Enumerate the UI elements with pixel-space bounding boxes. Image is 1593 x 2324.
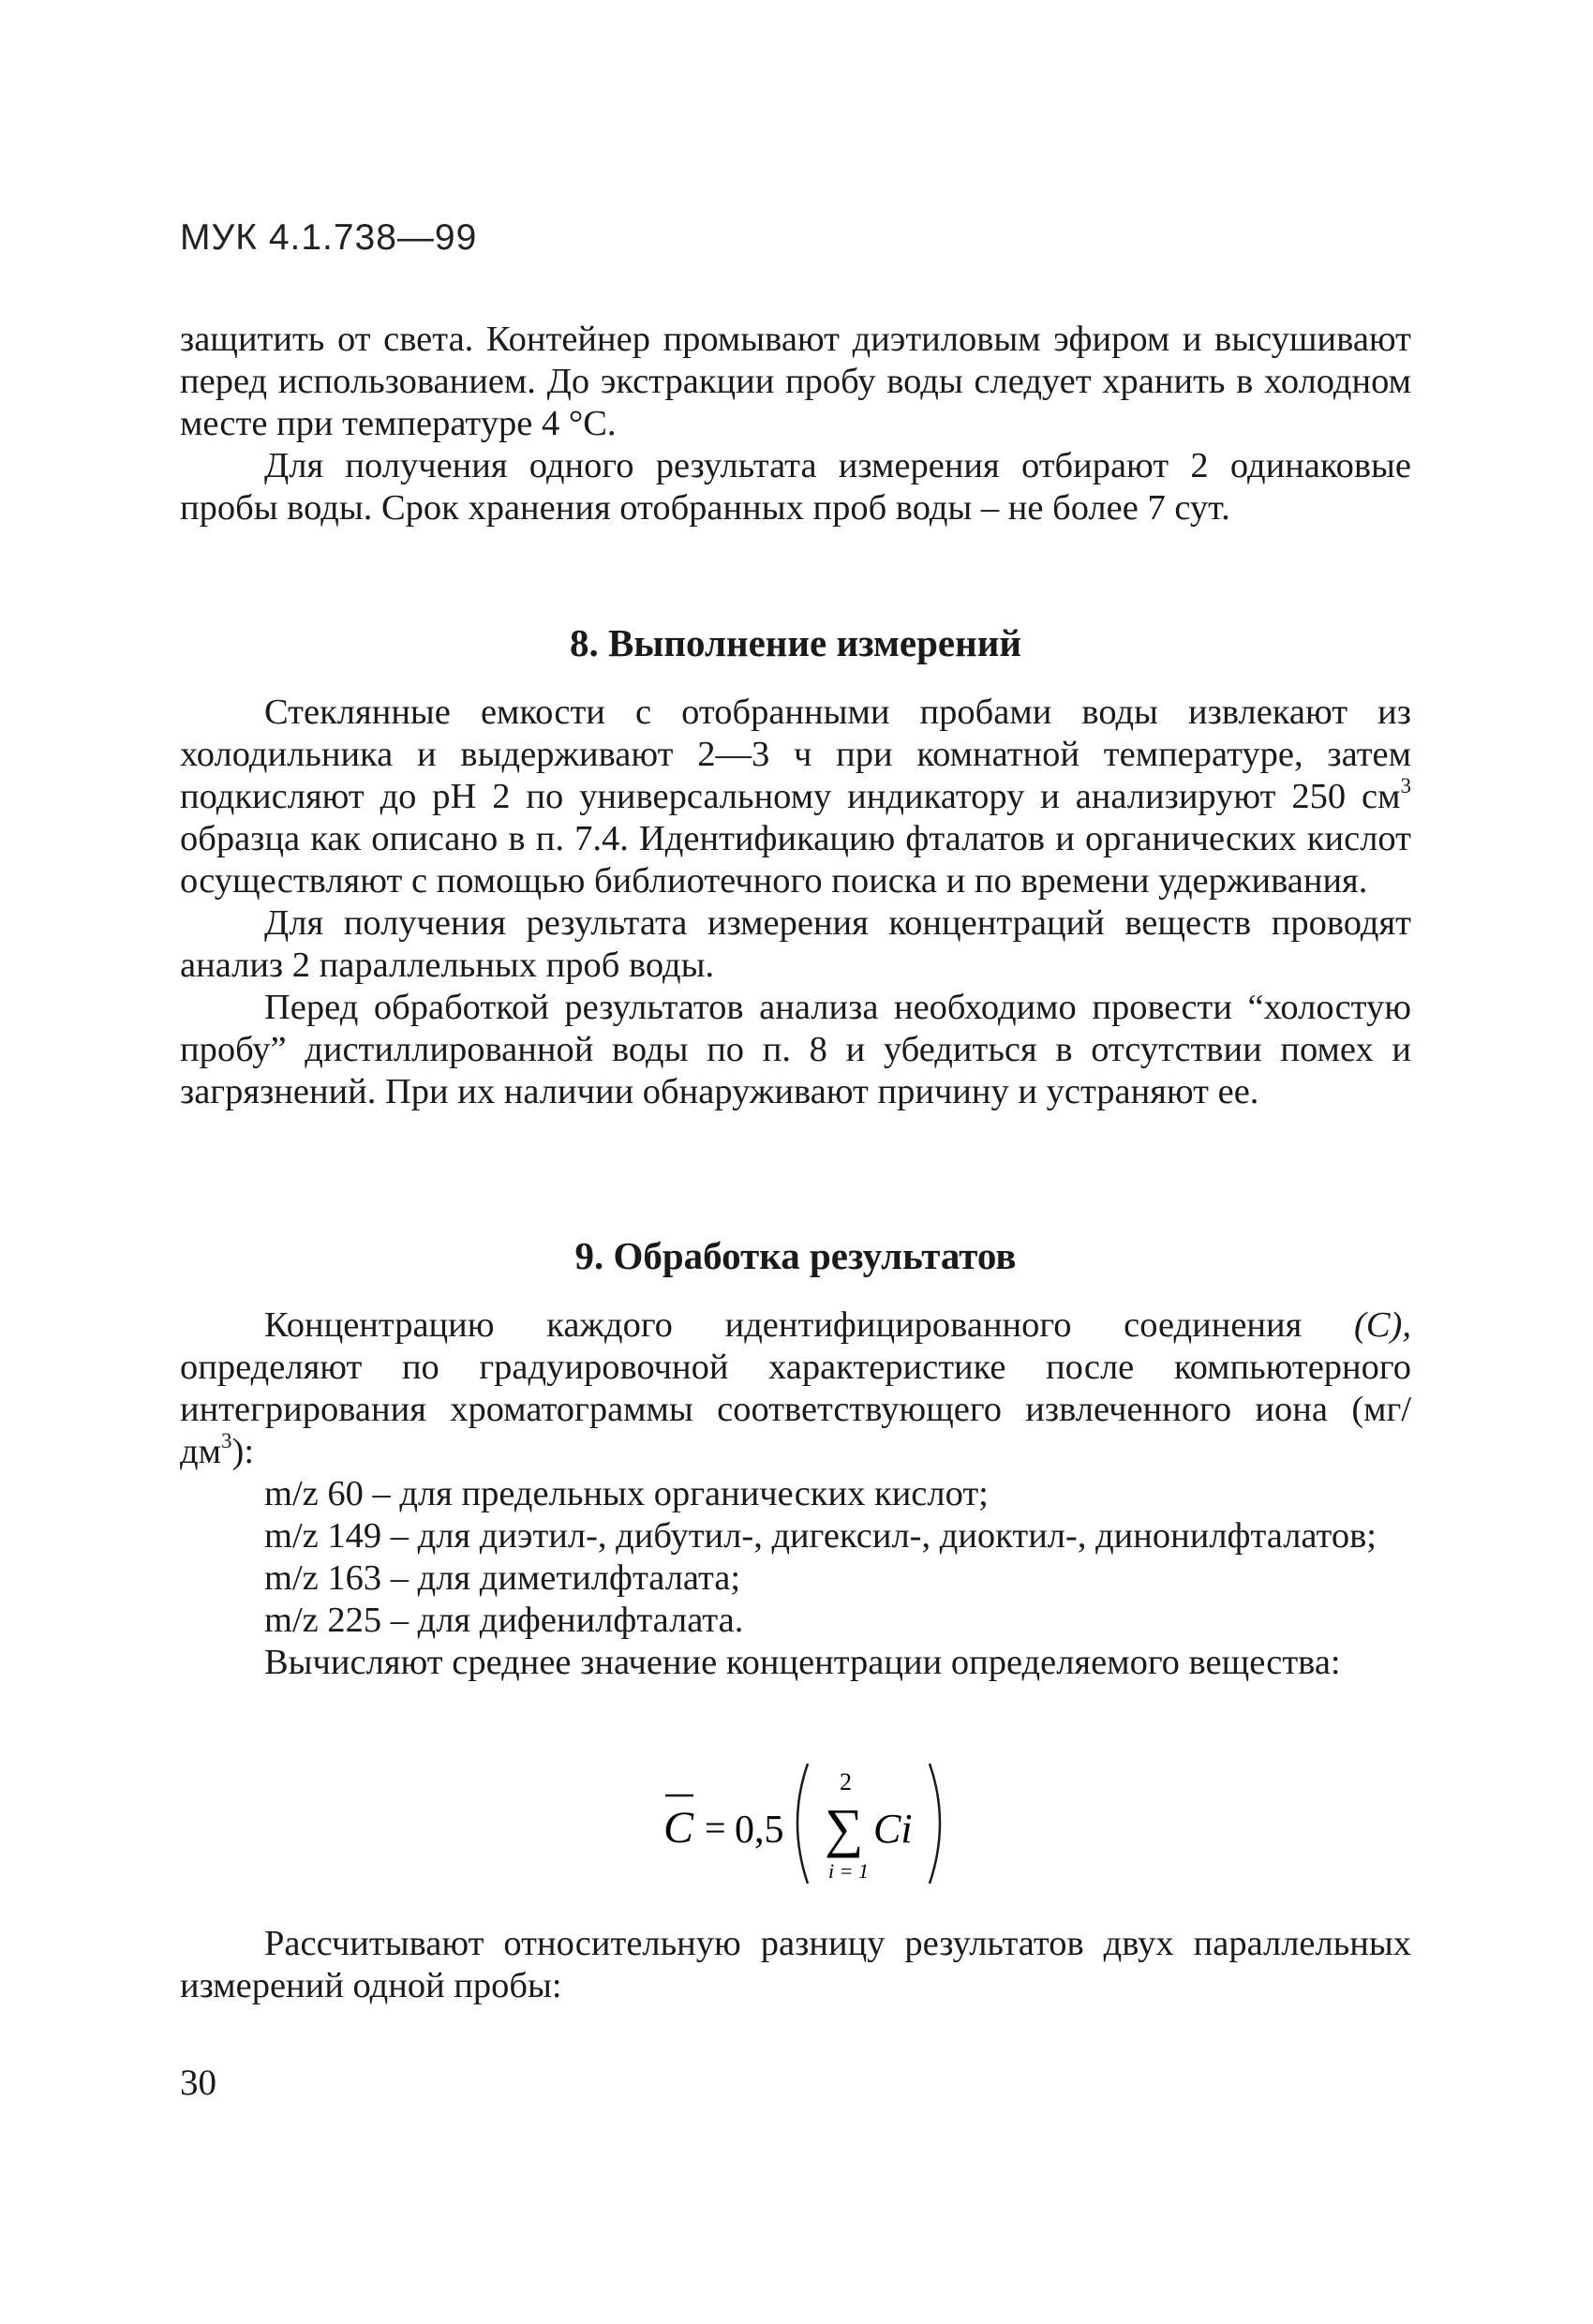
list-item: m/z 60 – для предельных органических кислот; [264,1474,989,1513]
paragraph-text: Стеклянные емкости с отобранными пробами воды извлекают из холодильника и выдерживают 2—3 ч при комнатной температуре, затем подкисляют до pH 2 по универсальному индикатору и анализируют 250 см [180,693,1411,816]
intro-text [180,319,1411,529]
superscript: 3 [1400,772,1411,797]
paragraph-text: определяют по градуировочной характеристике после компьютерного интегрирования хроматограммы соответствующего извлеченного иона (мг/дм [180,1348,1411,1471]
formula-coefficient: 0,5 [735,1809,784,1852]
section-heading-8: 8. Выполнение измерений [570,621,1021,664]
formula-equals: = [705,1807,726,1849]
sum-upper-limit: 2 [840,1768,852,1795]
sum-lower-limit: i = 1 [828,1859,869,1883]
paragraph [180,692,1411,902]
variable: (С), [1354,1305,1411,1345]
paragraph-text: ): [231,1432,255,1471]
sum-icon: ∑ [825,1797,864,1858]
paragraph-text: Концентрацию каждого идентифицированного соединения [264,1305,1355,1345]
left-paren [797,1764,808,1884]
formula-mean-concentration [656,1752,1012,1893]
paragraph: Для получения результата измерения концентраций веществ проводят анализ 2 параллельных проб воды. [180,903,1411,985]
paragraph [180,1304,1411,1473]
document-code: МУК 4.1.738—99 [180,217,478,258]
section-9-text [180,1304,1411,1684]
section-8-text [180,692,1411,1113]
sum-term: Ci [873,1806,913,1852]
list-item: m/z 149 – для диэтил-, дибутил-, дигексил-, диоктил-, динонилфталатов; [264,1516,1377,1556]
paragraph: Перед обработкой результатов анализа необходимо провести “холостую пробу” дистиллированной воды по п. 8 и убедиться в отсутствии помех и загрязнений. При их наличии обнаруживают причину и устраняют ее. [180,988,1411,1111]
page-number: 30 [180,2063,216,2103]
section-heading-9: 9. Обработка результатов [574,1234,1017,1277]
paragraph: защитить от света. Контейнер промывают диэтиловым эфиром и высушивают перед использованием. До экстракции пробу воды следует хранить в холодном месте при температуре 4 °С. [180,320,1411,443]
paragraph-text: образца как описано в п. 7.4. Идентификацию фталатов и органических кислот осуществляют с помощью библиотечного поиска и по времени удерживания. [180,819,1411,901]
list-item: m/z 163 – для диметилфталата; [264,1558,741,1598]
section-9-text-after-formula [180,1923,1411,2007]
paragraph: Вычисляют среднее значение концентрации определяемого вещества: [264,1643,1341,1682]
paragraph: Для получения одного результата измерения отбирают 2 одинаковые пробы воды. Срок хранения отобранных проб воды – не более 7 сут. [180,446,1411,528]
superscript: 3 [220,1427,232,1452]
formula-lhs: C [663,1803,694,1853]
list-item: m/z 225 – для дифенилфталата. [264,1601,744,1640]
paragraph: Рассчитывают относительную разницу результатов двух параллельных измерений одной пробы: [180,1924,1411,2005]
right-paren [930,1764,940,1884]
